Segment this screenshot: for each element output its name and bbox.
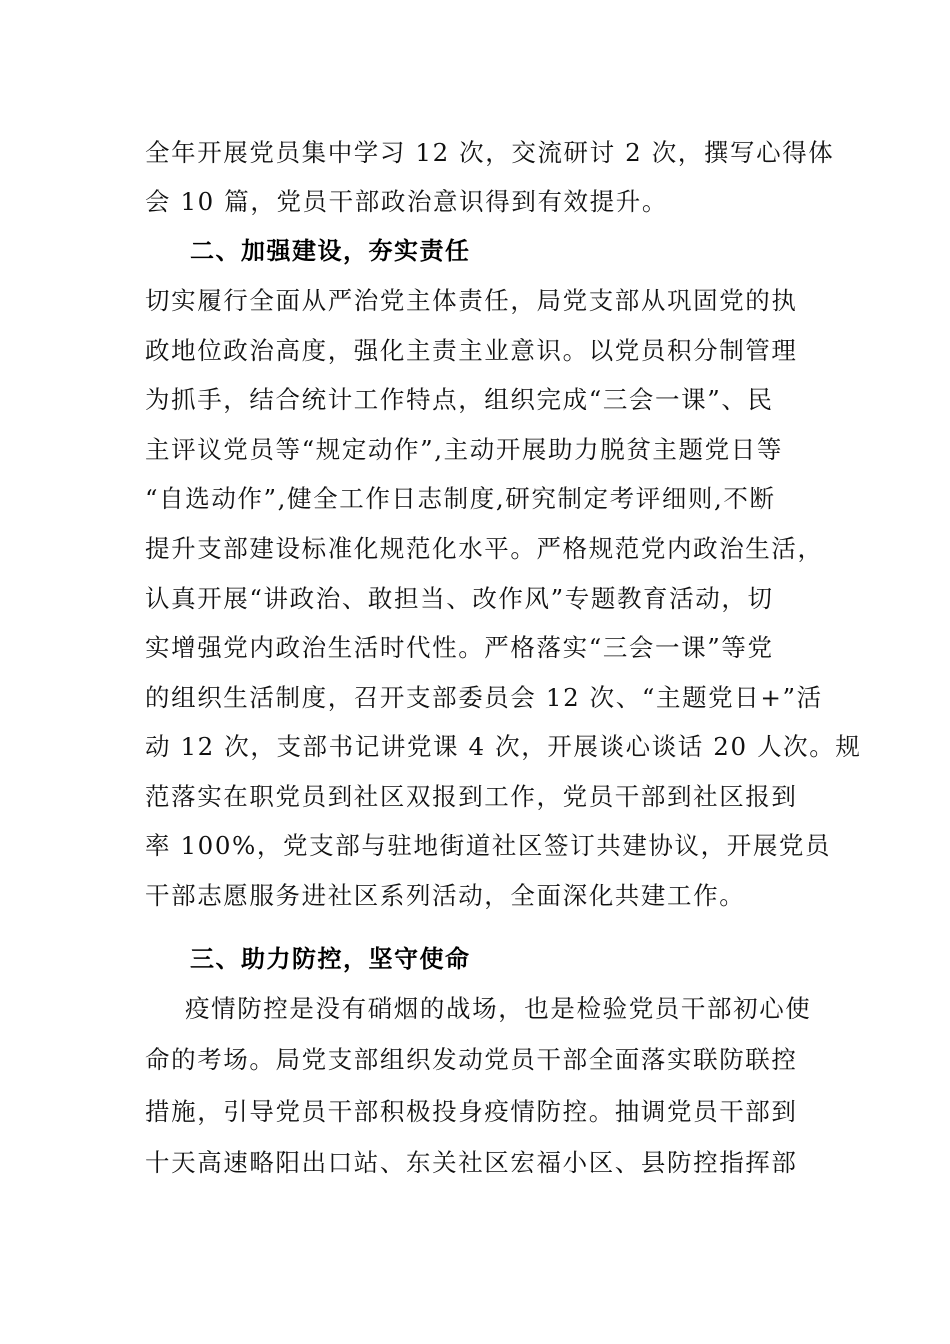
text-line: 提升支部建设标准化规范化水平。严格规范党内政治生活， bbox=[145, 534, 824, 563]
text-line: “自选动作”,健全工作日志制度,研究制定考评细则,不断 bbox=[145, 484, 776, 513]
text-line: 全年开展党员集中学习 12 次，交流研讨 2 次，撰写心得体 bbox=[145, 138, 835, 167]
text-line: 切实履行全面从严治党主体责任，局党支部从巩固党的执 bbox=[145, 286, 798, 315]
text-line: 动 12 次，支部书记讲党课 4 次，开展谈心谈话 20 人次。规 bbox=[145, 732, 862, 761]
text-line: 会 10 篇，党员干部政治意识得到有效提升。 bbox=[145, 187, 668, 216]
text-line: 政地位政治高度，强化主责主业意识。以党员积分制管理 bbox=[145, 336, 798, 365]
section-heading: 二、加强建设，夯实责任 bbox=[190, 237, 471, 265]
text-line: 实增强党内政治生活时代性。严格落实“三会一课”等党 bbox=[145, 633, 774, 662]
text-line: 十天高速略阳出口站、东关社区宏福小区、县防控指挥部 bbox=[145, 1148, 798, 1177]
text-line: 为抓手，结合统计工作特点，组织完成“三会一课”、民 bbox=[145, 385, 774, 414]
text-line: 措施，引导党员干部积极投身疫情防控。抽调党员干部到 bbox=[145, 1097, 798, 1126]
text-line: 命的考场。局党支部组织发动党员干部全面落实联防联控 bbox=[145, 1045, 798, 1074]
text-line: 的组织生活制度，召开支部委员会 12 次、“主题党日+”活 bbox=[145, 683, 823, 712]
text-line: 率 100%，党支部与驻地街道社区签订共建协议，开展党员 bbox=[145, 831, 832, 860]
text-line: 认真开展“讲政治、敢担当、改作风”专题教育活动，切 bbox=[145, 584, 774, 613]
text-line: 范落实在职党员到社区双报到工作，党员干部到社区报到 bbox=[145, 782, 798, 811]
text-line: 干部志愿服务进社区系列活动，全面深化共建工作。 bbox=[145, 881, 746, 910]
section-heading: 三、助力防控，坚守使命 bbox=[190, 945, 471, 973]
text-line: 主评议党员等“规定动作”,主动开展助力脱贫主题党日等 bbox=[145, 435, 783, 464]
text-line: 疫情防控是没有硝烟的战场，也是检验党员干部初心使 bbox=[185, 994, 812, 1023]
